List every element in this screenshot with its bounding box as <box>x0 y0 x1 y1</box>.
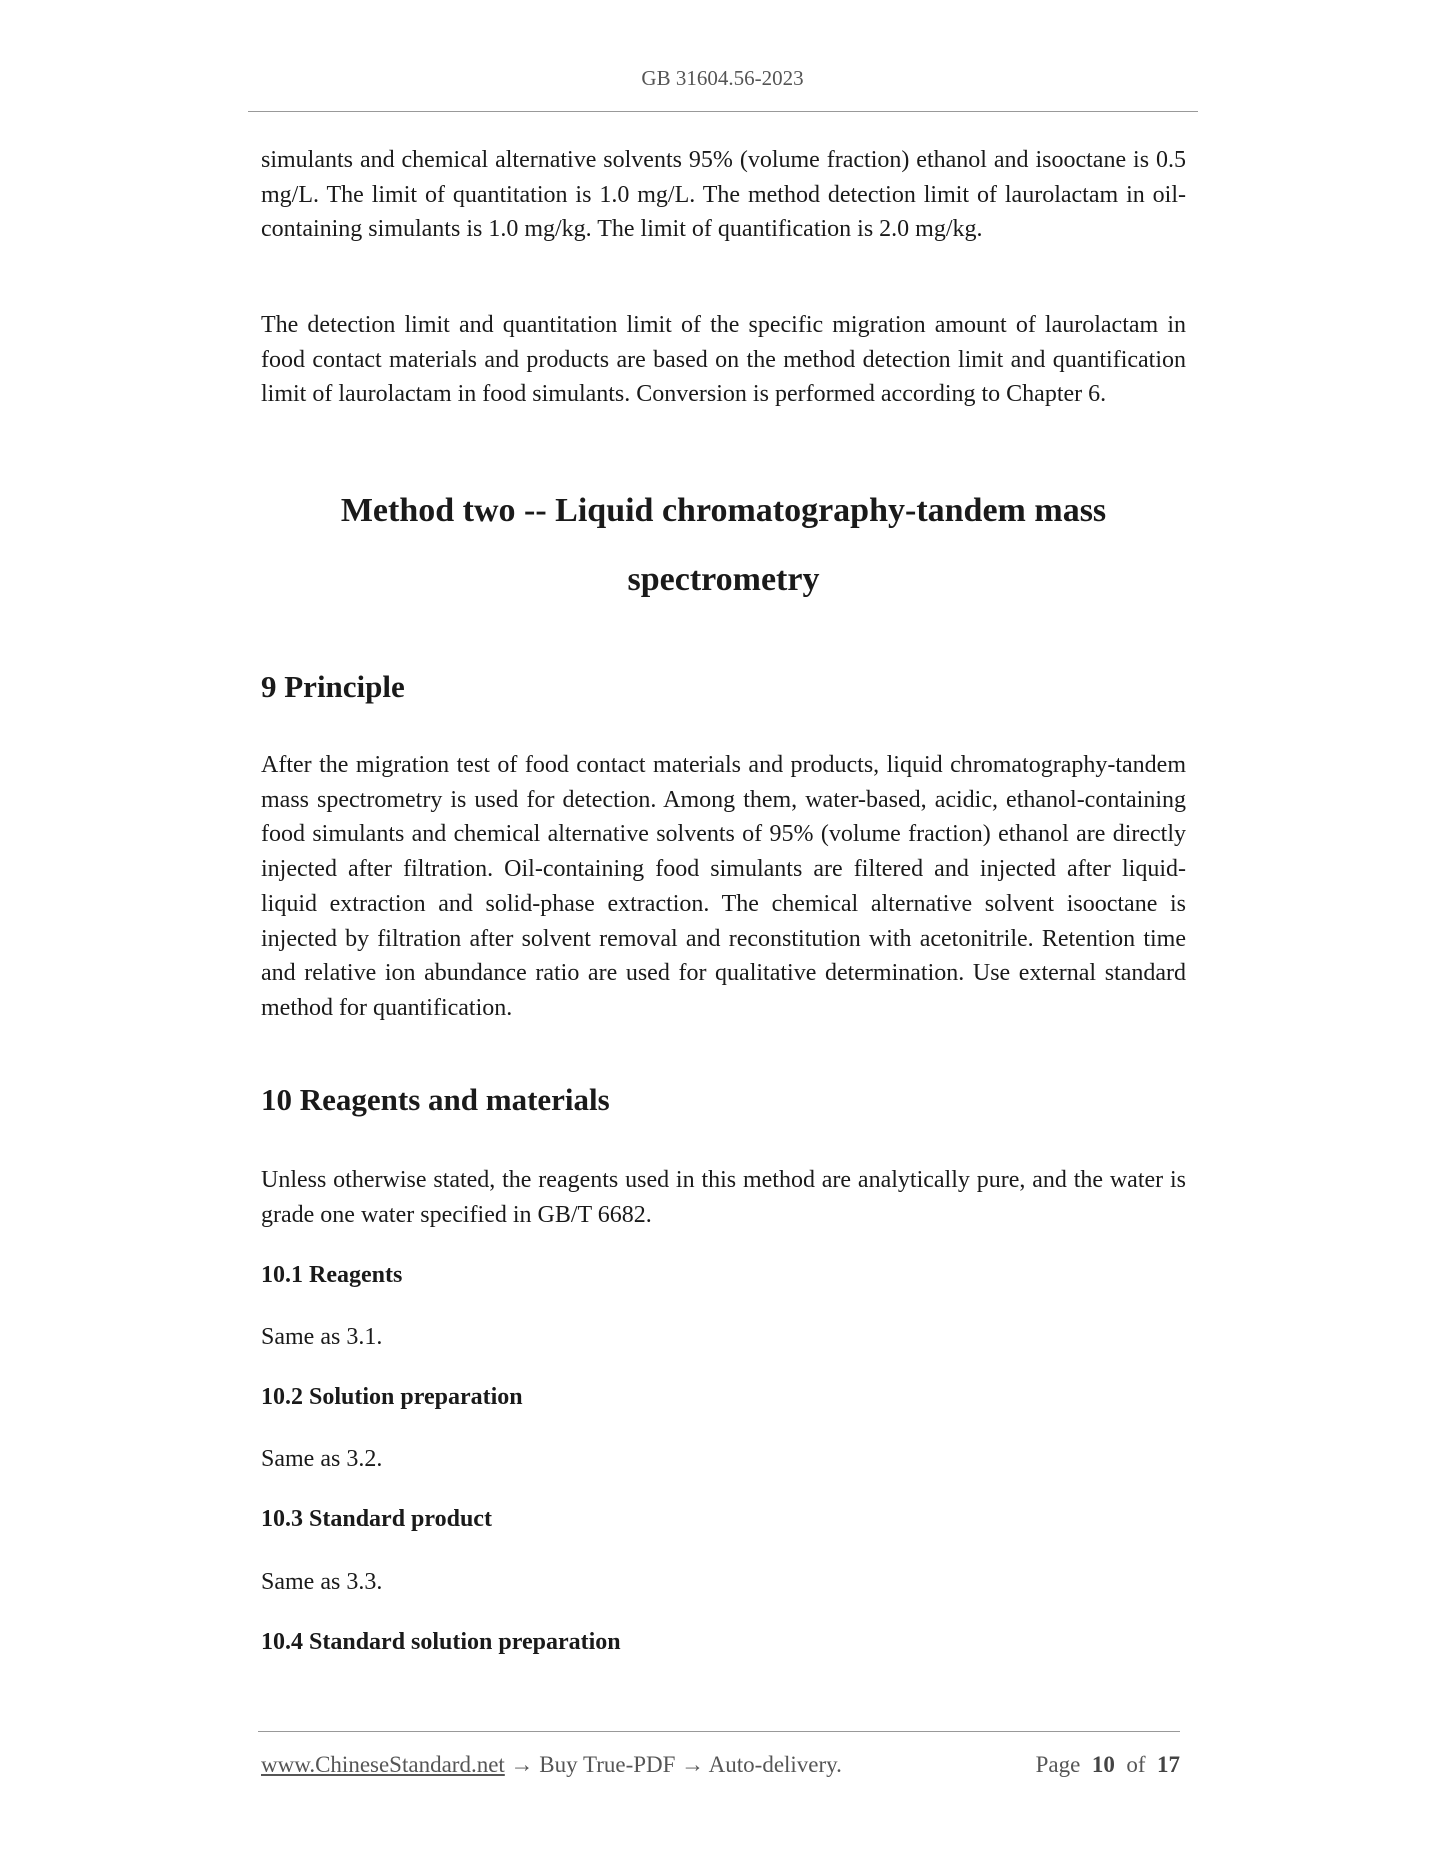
section-10-3-text: Same as 3.3. <box>261 1569 383 1595</box>
footer-promo <box>261 1752 842 1778</box>
section-10-text: Unless otherwise stated, the reagents used in this method are analytically pure, and the water is grade one water specified in GB/T 6682. <box>261 1167 1186 1228</box>
footer-divider <box>258 1731 1180 1732</box>
page-label: Page <box>1035 1752 1081 1777</box>
document-id-header: GB 31604.56-2023 <box>641 66 804 90</box>
total-pages: 17 <box>1157 1752 1180 1777</box>
method-title: Method two -- Liquid chromatography-tandem mass spectrometry <box>340 492 1107 598</box>
section-10-1-heading: 10.1 Reagents <box>261 1262 403 1288</box>
header-divider <box>248 111 1198 112</box>
chinesestandard-link[interactable]: www.ChineseStandard.net <box>261 1752 505 1777</box>
paragraph-detection-limits: simulants and chemical alternative solvents 95% (volume fraction) ethanol and isooctane is 0.5 mg/L. The limit of quantitation is 1.0 mg/L. The method detection limit of laurolactam in oil-containing simulants is 1.0 mg/kg. The limit of quantification is 2.0 mg/kg. <box>261 147 1186 243</box>
section-10-2-text: Same as 3.2. <box>261 1446 383 1472</box>
section-10-4-heading: 10.4 Standard solution preparation <box>261 1629 621 1655</box>
footer-promo-text: → Buy True-PDF → Auto-delivery. <box>504 1752 842 1777</box>
section-9-heading: 9 Principle <box>261 669 405 704</box>
page-footer <box>261 1752 1180 1778</box>
section-10-heading: 10 Reagents and materials <box>261 1082 610 1117</box>
current-page: 10 <box>1091 1752 1115 1777</box>
section-10-2-heading: 10.2 Solution preparation <box>261 1384 523 1410</box>
paragraph-conversion: The detection limit and quantitation limit of the specific migration amount of laurolactam in food contact materials and products are based on the method detection limit and quantification limit of laurolactam in food simulants. Conversion is performed according to Chapter 6. <box>261 312 1186 408</box>
of-label: of <box>1126 1752 1146 1777</box>
section-10-3-heading: 10.3 Standard product <box>261 1506 492 1532</box>
section-9-text: After the migration test of food contact materials and products, liquid chromatography-tandem mass spectrometry is used for detection. Among them, water-based, acidic, ethanol-containing food simulants and chemical alternative solvents of 95% (volume fraction) ethanol are directly injected after filtration. Oil-containing food simulants are filtered and injected after liquid-liquid extraction and solid-phase extraction. The chemical alternative solvent isooctane is injected by filtration after solvent removal and reconstitution with acetonitrile. Retention time and relative ion abundance ratio are used for qualitative determination. Use external standard method for quantification. <box>261 752 1186 1021</box>
page-number <box>1036 1752 1180 1778</box>
section-10-1-text: Same as 3.1. <box>261 1324 383 1350</box>
